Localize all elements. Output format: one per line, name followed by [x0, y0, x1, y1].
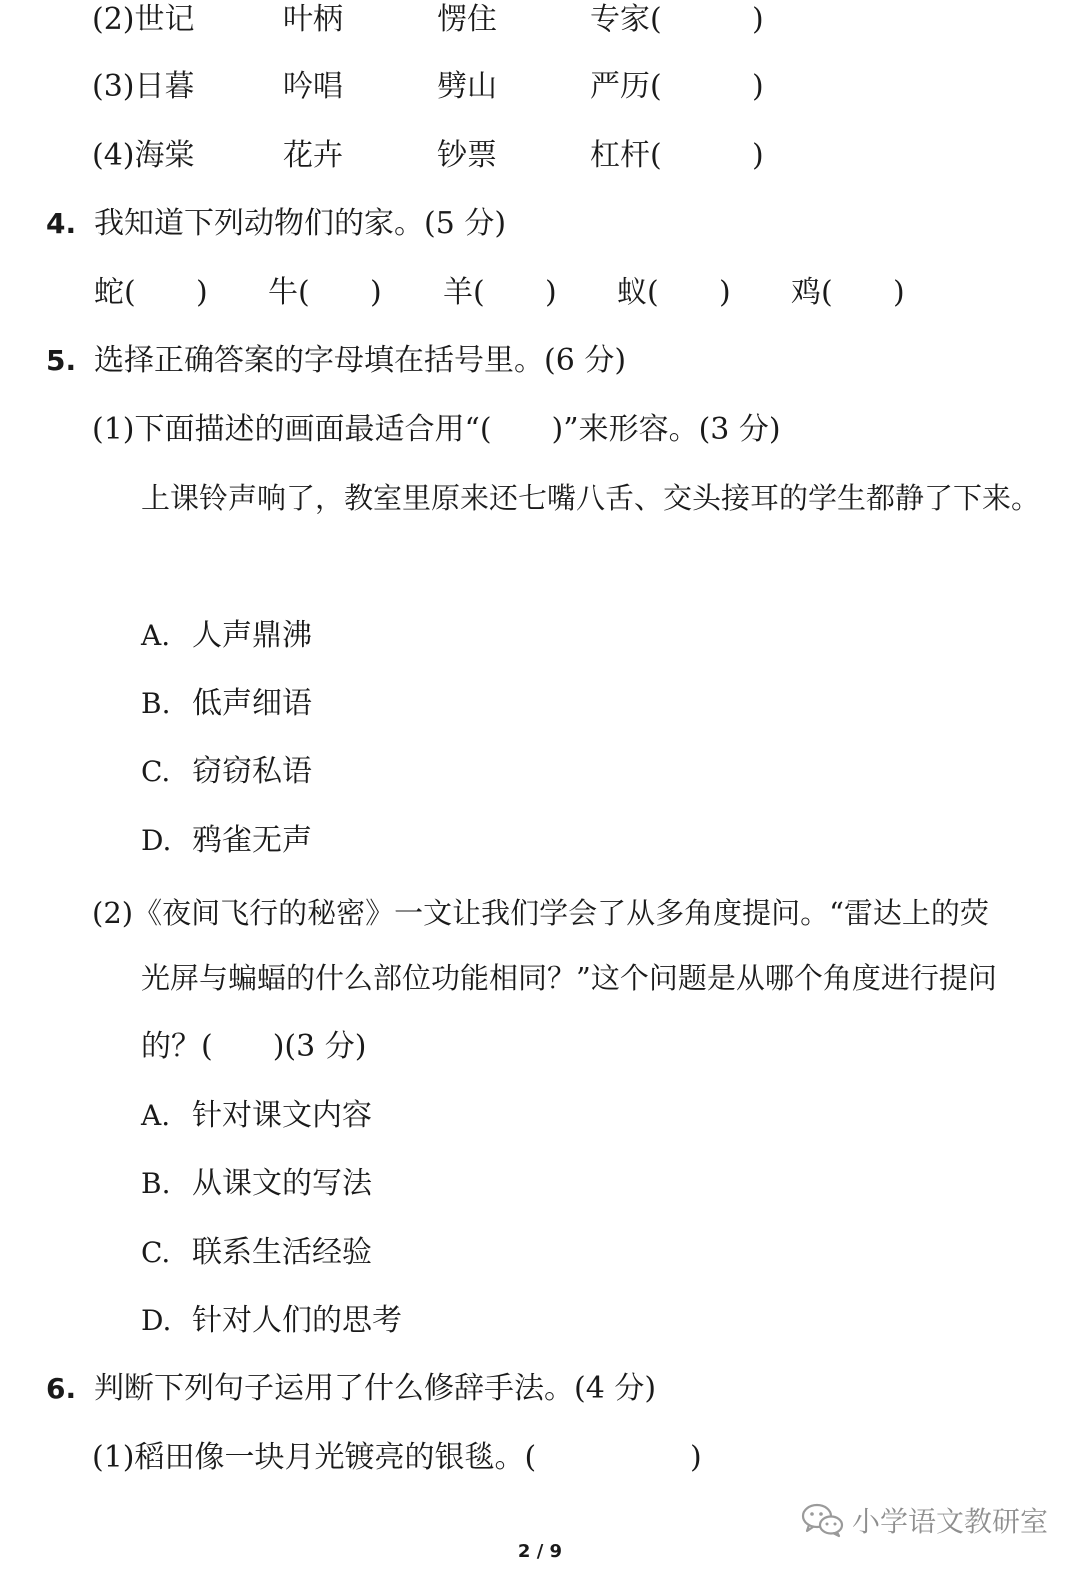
q5-sub1-option-b-letter: B. [141, 687, 171, 720]
q3-row2-word4: 专家( [590, 2, 662, 37]
q3-row2-word3: 愣住 [437, 2, 497, 37]
q4-animal-sheep-close: ) [545, 275, 557, 310]
q5-sub2-line3: 的？( )(3 分) [141, 1029, 367, 1064]
q4-animal-chicken-close: ) [893, 275, 905, 310]
q3-row3-word4: 严历( [590, 69, 662, 104]
q3-row3-word2: 吟唱 [283, 69, 343, 104]
q5-sub1-option-a-letter: A. [141, 619, 171, 652]
q4-animal-sheep: 羊( [443, 275, 485, 310]
q5-sub1-option-c-text: 窃窃私语 [192, 754, 312, 789]
q6-sub1: (1)稻田像一块月光镀亮的银毯。( [92, 1440, 537, 1475]
q3-row3-blank-close: ) [752, 69, 764, 104]
q4-animal-cow-close: ) [370, 275, 382, 310]
q5-sub1-option-d-letter: D. [141, 824, 172, 857]
q5-sub1-option-b-text: 低声细语 [192, 686, 312, 721]
q5-sub2-option-b-letter: B. [141, 1167, 171, 1200]
q5-sub2-option-d-letter: D. [141, 1304, 172, 1337]
q6-number: 6. [46, 1372, 77, 1405]
q5-number: 5. [46, 344, 77, 377]
q4-animal-ant-close: ) [719, 275, 731, 310]
watermark-text: 小学语文教研室 [852, 1505, 1049, 1538]
q4-animal-chicken: 鸡( [791, 275, 833, 310]
q3-row2-label: (2)世记 [92, 2, 195, 37]
q6-sub1-blank-close: ) [690, 1440, 702, 1475]
q3-row4-word2: 花卉 [283, 138, 343, 173]
q5-sub2-line1: (2)《夜间飞行的秘密》一文让我们学会了从多角度提问。“雷达上的荧 [92, 896, 989, 930]
q5-title: 选择正确答案的字母填在括号里。(6 分) [94, 343, 627, 378]
q5-sub2-option-c-text: 联系生活经验 [192, 1235, 372, 1270]
q5-sub2-line2: 光屏与蝙蝠的什么部位功能相同？”这个问题是从哪个角度进行提问 [141, 961, 997, 995]
q3-row3-word3: 劈山 [437, 69, 497, 104]
q4-title: 我知道下列动物们的家。(5 分) [94, 206, 507, 241]
q5-sub2-option-b-text: 从课文的写法 [192, 1166, 372, 1201]
q5-sub2-option-a-text: 针对课文内容 [192, 1098, 372, 1133]
q5-sub1-prompt: (1)下面描述的画面最适合用“( )”来形容。(3 分) [92, 412, 781, 447]
q3-row3-label: (3)日暮 [92, 69, 195, 104]
q3-row4-word4: 杠杆( [590, 138, 662, 173]
q4-number: 4. [46, 207, 77, 240]
q5-sub2-option-c-letter: C. [141, 1236, 171, 1269]
page-number: 2 / 9 [517, 1541, 563, 1562]
q4-animal-ant: 蚁( [617, 275, 659, 310]
q5-sub2-option-d-text: 针对人们的思考 [192, 1303, 402, 1338]
q4-animal-snake: 蛇( [94, 275, 136, 310]
q3-row4-blank-close: ) [752, 138, 764, 173]
q4-animal-cow: 牛( [268, 275, 310, 310]
q5-sub1-passage: 上课铃声响了，教室里原来还七嘴八舌、交头接耳的学生都静了下来。 [141, 481, 1041, 515]
q3-row2-word2: 叶柄 [283, 2, 343, 37]
q5-sub1-option-c-letter: C. [141, 755, 171, 788]
q5-sub1-option-a-text: 人声鼎沸 [192, 618, 312, 653]
watermark [800, 1498, 1048, 1542]
q5-sub2-option-a-letter: A. [141, 1099, 171, 1132]
q4-animal-snake-close: ) [196, 275, 208, 310]
q3-row4-label: (4)海棠 [92, 138, 195, 173]
q3-row4-word3: 钞票 [437, 138, 497, 173]
q6-title: 判断下列句子运用了什么修辞手法。(4 分) [94, 1371, 657, 1406]
wechat-icon [800, 1502, 844, 1538]
q5-sub1-option-d-text: 鸦雀无声 [192, 823, 312, 858]
q3-row2-blank-close: ) [752, 2, 764, 37]
